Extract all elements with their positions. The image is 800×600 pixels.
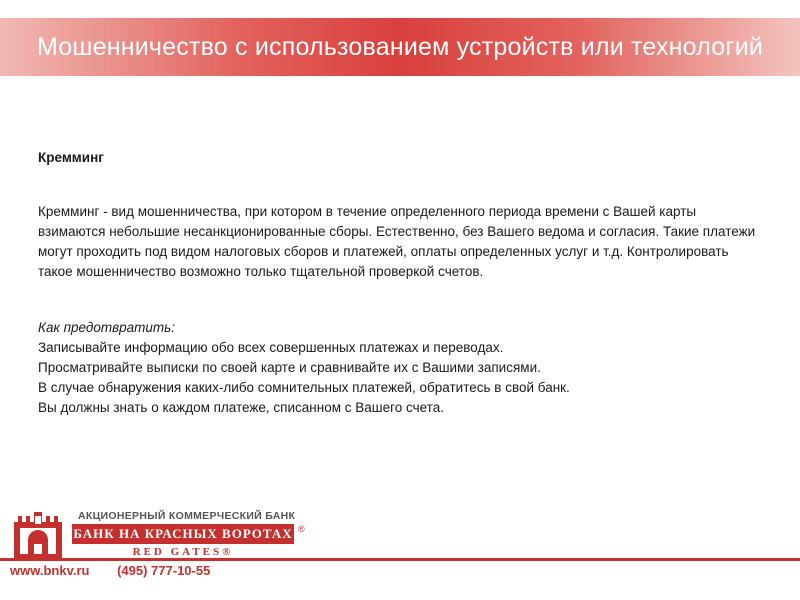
footer-divider — [0, 558, 800, 561]
prevention-title: Как предотвратить: — [38, 320, 176, 335]
prevention-tip: Вы должны знать о каждом платеже, списанном с Вашего счета. — [38, 400, 444, 415]
registered-mark: ® — [298, 524, 305, 534]
prevention-tip: В случае обнаружения каких-либо сомнительных платежей, обратитесь в свой банк. — [38, 380, 570, 395]
content-area — [38, 148, 758, 418]
latin-bank-name: RED GATES® — [132, 546, 234, 558]
website-link[interactable]: www.bnkv.ru — [10, 563, 90, 578]
slide-title: Мошенничество с использованием устройств или технологий — [36, 33, 764, 61]
phone-number: (495) 777-10-55 — [117, 563, 211, 578]
prevention-tip: Просматривайте выписки по своей карте и сравнивайте их с Вашими записями. — [38, 360, 541, 375]
bank-type-label: АКЦИОНЕРНЫЙ КОММЕРЧЕСКИЙ БАНК — [78, 510, 296, 522]
prevention-tip: Записывайте информацию обо всех совершенных платежах и переводах. — [38, 340, 504, 355]
description-paragraph: Кремминг - вид мошенничества, при котором в течение определенного периода времени с Вашей карты взимаются небольшие несанкционированные сборы. Естественно, без Вашего ведома и согласия. Такие платежи могут проходить под видом налоговых сборов и платежей, оплаты определенных услуг и т.д. Контролировать такое мошенничество возможно только тщательной проверкой счетов. — [38, 204, 756, 279]
section-heading: Кремминг — [38, 150, 104, 165]
title-bar — [0, 18, 800, 76]
bank-name-banner: БАНК НА КРАСНЫХ ВОРОТАХ — [72, 524, 294, 544]
fortress-logo-icon — [8, 508, 68, 560]
footer-contacts — [10, 563, 210, 578]
